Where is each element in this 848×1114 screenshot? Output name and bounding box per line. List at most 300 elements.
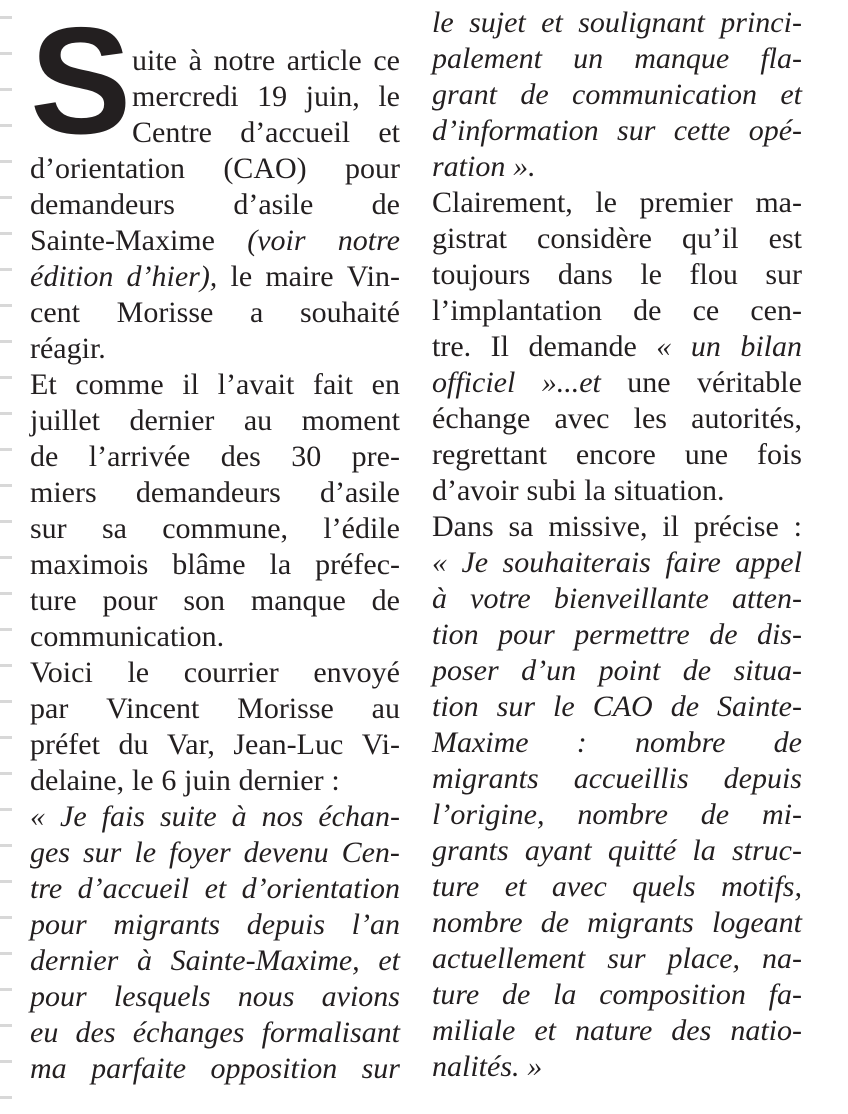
word: le [230, 260, 253, 293]
page-edge-strip [0, 0, 12, 1114]
word: un [690, 330, 721, 363]
text-line [432, 582, 802, 616]
word: préfec- [315, 548, 400, 581]
word: et [541, 6, 563, 39]
text-line [30, 476, 400, 510]
word: ma [30, 1052, 67, 1085]
word: de [30, 440, 59, 473]
text-line [30, 908, 400, 942]
word: tion [432, 690, 479, 723]
word: avec [551, 870, 607, 903]
word: missive, [548, 510, 648, 543]
word: fait [312, 368, 353, 401]
word: sur [30, 512, 67, 545]
text-line [132, 80, 400, 114]
word: des [220, 440, 261, 473]
text-line [132, 116, 400, 150]
word: depuis [723, 762, 802, 795]
text-line [432, 906, 802, 940]
word: migrants [432, 762, 539, 795]
word: princi- [720, 6, 802, 39]
word: palement [432, 42, 542, 75]
word: nous [237, 980, 295, 1013]
text-line [30, 548, 400, 582]
text-line [432, 870, 802, 904]
text-line [30, 872, 400, 906]
word: regrettant [432, 438, 547, 471]
word: le [640, 258, 662, 291]
word: : [576, 726, 587, 759]
word: point [598, 654, 661, 687]
text-line [432, 438, 802, 472]
word: et [378, 944, 400, 977]
word: grant [432, 78, 498, 111]
word: et [534, 1014, 557, 1047]
word: accueillis [573, 762, 689, 795]
word: uite [132, 44, 177, 77]
word: place, [667, 942, 741, 975]
text-line [432, 834, 802, 868]
word: Voici [30, 656, 93, 689]
word: opé- [748, 114, 802, 147]
word: Maxime [432, 726, 529, 759]
word: sur [496, 690, 536, 723]
word: Je [60, 800, 87, 833]
word: de [501, 978, 531, 1011]
text-line [30, 980, 400, 1014]
word: envoyé [313, 656, 400, 689]
word: au [243, 404, 273, 437]
word: l’origine, [432, 798, 545, 831]
word: faire [665, 546, 721, 579]
word: depuis [246, 908, 326, 941]
text-line [30, 944, 400, 978]
text-line [432, 510, 802, 544]
word: natio- [730, 1014, 802, 1047]
word: de [520, 78, 549, 111]
word: Sainte-Maxime, [170, 944, 360, 977]
text-line [30, 224, 400, 258]
word: premier [639, 186, 733, 219]
word: le [378, 80, 400, 113]
word: de [682, 654, 712, 687]
word: mercredi [132, 80, 239, 113]
text-line [432, 330, 802, 364]
word: ture [30, 584, 77, 617]
word: struc- [731, 834, 802, 867]
text-line [432, 402, 802, 436]
word: atten- [731, 582, 802, 615]
word: d’accueil [77, 872, 190, 905]
word: »...et [541, 366, 601, 399]
word: et [780, 78, 802, 111]
word: véritable [697, 366, 802, 399]
word: communication [572, 78, 757, 111]
text-line [432, 978, 802, 1012]
word: votre [470, 582, 531, 615]
text-line [30, 260, 400, 294]
word: parfaite [91, 1052, 187, 1085]
word: Cen- [341, 836, 400, 869]
word: Sainte- [717, 690, 802, 723]
word: suite [160, 800, 217, 833]
text-line [432, 762, 802, 796]
text-line [432, 6, 802, 40]
word: considère [537, 222, 652, 255]
word: nalités. [432, 1050, 520, 1083]
word: migrants [587, 906, 694, 939]
word: échanges [132, 1016, 245, 1049]
word: « [432, 546, 447, 579]
word: pour [30, 980, 87, 1013]
word: de [773, 726, 802, 759]
word: grants [432, 834, 509, 867]
word: la [584, 474, 606, 507]
word: par [30, 692, 69, 725]
word: de [670, 690, 700, 723]
text-line [432, 798, 802, 832]
word: Sainte-Maxime [30, 224, 215, 257]
word: ration [432, 150, 506, 183]
word: tre. [432, 330, 472, 363]
word: sa [508, 510, 534, 543]
text-line [432, 78, 802, 112]
word: souhaiterais [502, 546, 651, 579]
word: bienveillante [553, 582, 709, 615]
text-line [432, 294, 802, 328]
word: l’an [351, 908, 400, 941]
word: édition [30, 260, 114, 293]
word: tion [432, 618, 479, 651]
word: courrier [183, 656, 279, 689]
word: formalisant [261, 1016, 400, 1049]
word: en [371, 368, 400, 401]
word: fais [101, 800, 145, 833]
text-line [30, 440, 400, 474]
word: lesquels [113, 980, 211, 1013]
word: permettre [574, 618, 690, 651]
word: poser [432, 654, 499, 687]
word: il [182, 368, 199, 401]
word: le [127, 656, 150, 689]
word: l’édile [323, 512, 400, 545]
word: et [378, 116, 400, 149]
word: 19 [257, 80, 288, 113]
word: à [432, 582, 447, 615]
word: juin, [305, 80, 360, 113]
word: l’implantation [432, 294, 602, 327]
word: échan- [318, 800, 400, 833]
word: cette [673, 114, 731, 147]
word: sur [361, 1052, 400, 1085]
word: maximois [30, 548, 149, 581]
word: ture [432, 870, 480, 903]
word: un [573, 42, 604, 75]
word: miers [30, 476, 97, 509]
word: foyer [169, 836, 231, 869]
word: de [709, 618, 738, 651]
word: situa- [733, 654, 802, 687]
text-line [432, 258, 802, 292]
word: motifs, [721, 870, 802, 903]
word: quels [632, 870, 696, 903]
word: précise [693, 510, 779, 543]
word: maire [265, 260, 334, 293]
word: sur [765, 258, 802, 291]
text-line [432, 366, 802, 400]
word: dernier [30, 944, 119, 977]
word: communication. [30, 620, 225, 653]
word: eu [30, 1016, 59, 1049]
word: pour [102, 584, 158, 617]
word: « [656, 330, 672, 363]
word: fla- [760, 42, 802, 75]
text-line [432, 618, 802, 652]
word: nombre [432, 906, 523, 939]
word: qu’il [681, 222, 739, 255]
word: ce [373, 44, 400, 77]
text-line [30, 728, 400, 762]
word: son [183, 584, 226, 617]
text-line [432, 546, 802, 580]
text-line [30, 404, 400, 438]
word: de [633, 294, 662, 327]
word: de [540, 906, 570, 939]
word: dernier [238, 764, 324, 797]
word: l’avait [217, 368, 295, 401]
word: préfet [30, 728, 100, 761]
word: migrants [113, 908, 221, 941]
word: gistrat [432, 222, 507, 255]
word: cent [30, 296, 80, 329]
word: au [371, 692, 400, 725]
text-line [432, 654, 802, 688]
word: composition [599, 978, 746, 1011]
word: a [249, 296, 264, 329]
word: de [700, 798, 730, 831]
word: le [553, 690, 575, 723]
text-line [432, 1014, 802, 1048]
word: souhaité [299, 296, 400, 329]
word: : [793, 510, 802, 543]
word: quitté [607, 834, 677, 867]
word: mi- [762, 798, 802, 831]
word: ». [513, 150, 536, 183]
text-line [30, 152, 400, 186]
word: bilan [740, 330, 802, 363]
text-line [432, 222, 802, 256]
word: d’orientation [241, 872, 400, 905]
text-line [432, 690, 802, 724]
word: fois [756, 438, 802, 471]
text-line [30, 296, 400, 330]
word: l’arrivée [88, 440, 191, 473]
word: d’avoir [432, 474, 519, 507]
word: Centre [132, 116, 212, 149]
word: officiel [432, 366, 516, 399]
word: blâme [172, 548, 246, 581]
word: CAO [592, 690, 653, 723]
word: fa- [768, 978, 802, 1011]
word: avec [554, 402, 610, 435]
word: Clairement, [432, 186, 573, 219]
word: notre [213, 44, 276, 77]
word: Morisse [116, 296, 214, 329]
word: le [595, 186, 617, 219]
text-line [132, 44, 400, 78]
word: ges [30, 836, 70, 869]
word: dans [557, 258, 613, 291]
word: est [768, 222, 802, 255]
word: soulignant [578, 6, 705, 39]
word: ma- [755, 186, 802, 219]
word: pour [30, 908, 87, 941]
word: toujours [432, 258, 531, 291]
word: « [30, 800, 45, 833]
word: subi [526, 474, 577, 507]
article-column-right [432, 0, 802, 1114]
word: le [134, 836, 157, 869]
word: sur [617, 114, 656, 147]
text-line [30, 584, 400, 618]
word: le [432, 6, 454, 39]
word: à [188, 44, 202, 77]
word: : [331, 764, 340, 797]
text-line [432, 1050, 802, 1084]
text-line [432, 150, 802, 184]
word: à [231, 800, 247, 833]
text-line [30, 764, 400, 798]
word: tre [30, 872, 63, 905]
word: article [286, 44, 362, 77]
word: miliale [432, 1014, 516, 1047]
drop-cap: S [30, 0, 132, 166]
word: encore [575, 438, 656, 471]
word: Vincent [106, 692, 200, 725]
word: comme [75, 368, 164, 401]
word: de [371, 584, 400, 617]
word: la [692, 834, 716, 867]
word: 30 [291, 440, 322, 473]
word: d’accueil [240, 116, 351, 149]
word: la [269, 548, 292, 581]
word: à [136, 944, 152, 977]
word: une [684, 438, 729, 471]
article-column-left [30, 0, 400, 1114]
word: commune, [162, 512, 289, 545]
word: et [204, 872, 227, 905]
word: sujet [469, 6, 526, 39]
word: avions [321, 980, 400, 1013]
word: moment [301, 404, 400, 437]
word: demande [528, 330, 637, 363]
word: appel [735, 546, 802, 579]
word: delaine, [30, 764, 125, 797]
word: nombre [577, 798, 668, 831]
word: d’orientation [30, 152, 185, 185]
word: réagir. [30, 332, 106, 365]
word: notre [337, 224, 400, 257]
word: et [504, 870, 527, 903]
word: pre- [351, 440, 400, 473]
text-line [30, 1052, 400, 1086]
word: Vi- [361, 728, 400, 761]
word: ce [692, 294, 720, 327]
word: Var, [166, 728, 215, 761]
word: les [633, 402, 667, 435]
word: pour [498, 618, 555, 651]
word: na- [761, 942, 802, 975]
word: manque [250, 584, 346, 617]
word: Et [30, 368, 57, 401]
word: autorités, [691, 402, 802, 435]
word: Dans [432, 510, 494, 543]
word: Morisse [237, 692, 334, 725]
word: juillet [30, 404, 100, 437]
word: nos [261, 800, 304, 833]
word: sur [83, 836, 122, 869]
word: dis- [756, 618, 802, 651]
text-line [30, 332, 400, 366]
word: flou [689, 258, 738, 291]
text-line [30, 188, 400, 222]
word: ayant [524, 834, 592, 867]
word: opposition [210, 1052, 338, 1085]
text-line [432, 186, 802, 220]
text-line [30, 800, 400, 834]
text-line [30, 512, 400, 546]
text-line [30, 1016, 400, 1050]
word: Jean-Luc [233, 728, 344, 761]
text-line [432, 474, 802, 508]
word: des [671, 1014, 712, 1047]
word: de [371, 188, 400, 221]
word: dernier [129, 404, 215, 437]
word: d’information [432, 114, 599, 147]
word: du [118, 728, 149, 761]
text-line [432, 114, 802, 148]
word: des [75, 1016, 116, 1049]
word: ture [432, 978, 480, 1011]
word: Il [490, 330, 509, 363]
word: (voir [247, 224, 306, 257]
word: Vin- [346, 260, 400, 293]
text-line [432, 726, 802, 760]
word: nature [575, 1014, 653, 1047]
word: demandeurs [30, 188, 175, 221]
word: d’hier), [126, 260, 218, 293]
word: nombre [634, 726, 726, 759]
text-line [30, 692, 400, 726]
word: » [527, 1050, 543, 1083]
word: manque [634, 42, 730, 75]
word: échange [432, 402, 531, 435]
word: d’un [521, 654, 577, 687]
text-line [30, 656, 400, 690]
word: devenu [243, 836, 329, 869]
word: Je [461, 546, 489, 579]
word: (CAO) [223, 152, 307, 185]
word: sur [607, 942, 646, 975]
text-line [432, 942, 802, 976]
word: actuellement [432, 942, 586, 975]
word: demandeurs [135, 476, 281, 509]
word: logeant [711, 906, 802, 939]
text-line [30, 620, 400, 654]
word: le [131, 764, 154, 797]
word: la [553, 978, 577, 1011]
word: situation. [613, 474, 725, 507]
